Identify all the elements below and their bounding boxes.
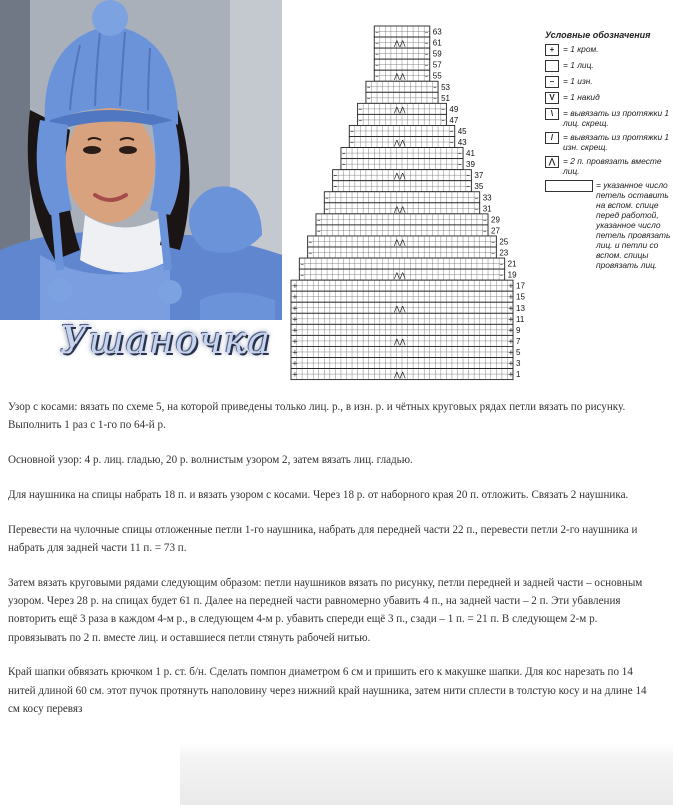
chart-edge-mark: – bbox=[466, 182, 470, 191]
crossed-purl-icon: / bbox=[545, 132, 559, 144]
chart-edge-mark: – bbox=[341, 149, 346, 158]
legend-item bbox=[545, 60, 673, 72]
chart-row-label: 7 bbox=[516, 336, 521, 346]
chart-edge-mark: – bbox=[375, 61, 379, 70]
chart-edge-mark: – bbox=[350, 127, 354, 136]
chart-edge-mark: + bbox=[508, 293, 514, 302]
chart-edge-mark: – bbox=[308, 249, 313, 258]
chart-edge-mark: – bbox=[333, 182, 338, 191]
legend-heading: Условные обозначения bbox=[545, 30, 651, 40]
chart-row-label: 57 bbox=[432, 60, 442, 70]
chart-edge-mark: – bbox=[358, 105, 363, 114]
purl-stitch-icon: – bbox=[545, 76, 559, 88]
chart-edge-mark: – bbox=[491, 237, 495, 246]
chart-edge-mark: – bbox=[375, 39, 379, 48]
legend-item bbox=[545, 92, 673, 104]
legend-item-text: = вывязать из протяжки 1 изн. скрещ. bbox=[563, 132, 670, 152]
k2tog-icon: ⋀ bbox=[545, 156, 559, 168]
instructions bbox=[8, 398, 658, 718]
chart-edge-mark: – bbox=[474, 193, 479, 202]
chart-row-label: 5 bbox=[516, 347, 521, 357]
legend-item bbox=[545, 180, 673, 270]
bottom-overlay bbox=[180, 742, 673, 805]
chart-edge-mark: – bbox=[499, 260, 504, 269]
chart-row-label: 49 bbox=[449, 104, 459, 114]
chart-decrease-mark: ⋀⋀ bbox=[394, 337, 406, 346]
legend-item-text: = 1 изн. bbox=[563, 76, 593, 86]
chart-edge-mark: – bbox=[366, 83, 371, 92]
paragraph: Для наушника на спицы набрать 18 п. и вязать узором с косами. Через 18 р. от наборного края 20 п. отложить. Связать 2 наушника. bbox=[8, 488, 629, 501]
chart-edge-mark: – bbox=[449, 138, 454, 147]
paragraph: Перевести на чулочные спицы отложенные петли 1-го наушника, набрать для передней части 22 п., перевести петли 2-го наушника и набрать для задней части 11 п. = 73 п. bbox=[8, 523, 638, 554]
chart-edge-mark: – bbox=[325, 193, 329, 202]
page-title: Ушаночка bbox=[60, 318, 272, 362]
cable-icon bbox=[545, 180, 593, 192]
legend-item-text: = 1 лиц. bbox=[563, 60, 594, 70]
chart-edge-mark: + bbox=[508, 282, 514, 291]
chart-edge-mark: – bbox=[433, 94, 437, 103]
legend bbox=[545, 30, 673, 274]
chart-edge-mark: – bbox=[491, 249, 495, 258]
chart-edge-mark: – bbox=[350, 138, 354, 147]
chart-row-label: 15 bbox=[516, 292, 525, 302]
chart-decrease-mark: ⋀⋀ bbox=[394, 304, 406, 313]
chart-edge-mark: – bbox=[424, 39, 429, 48]
chart-edge-mark: – bbox=[433, 83, 437, 92]
legend-item-text: = 1 кром. bbox=[563, 44, 599, 54]
chart-edge-mark: + bbox=[292, 337, 298, 346]
chart-edge-mark: – bbox=[341, 160, 346, 169]
chart-edge-mark: + bbox=[508, 370, 514, 379]
chart-decrease-mark: ⋀⋀ bbox=[394, 371, 406, 380]
chart-decrease-mark: ⋀⋀ bbox=[394, 238, 406, 247]
chart-decrease-mark: ⋀⋀ bbox=[394, 271, 406, 280]
chart-edge-mark: + bbox=[292, 326, 298, 335]
chart-edge-mark: – bbox=[316, 226, 321, 235]
chart-row-label: 45 bbox=[457, 126, 467, 136]
chart-decrease-mark: ⋀⋀ bbox=[394, 205, 406, 214]
chart-row-label: 51 bbox=[441, 93, 450, 103]
chart-edge-mark: + bbox=[508, 304, 514, 313]
chart-edge-mark: – bbox=[375, 50, 379, 59]
chart-row-label: 47 bbox=[449, 115, 459, 125]
chart-row-label: 35 bbox=[474, 182, 484, 192]
chart-row-label: 53 bbox=[441, 82, 450, 92]
chart-edge-mark: + bbox=[508, 326, 514, 335]
chart-row-label: 3 bbox=[516, 359, 521, 369]
chart-row-label: 61 bbox=[432, 38, 442, 48]
legend-item bbox=[545, 76, 673, 88]
chart-decrease-mark: ⋀⋀ bbox=[394, 39, 406, 48]
chart-edge-mark: – bbox=[458, 149, 462, 158]
paragraph: Затем вязать круговыми рядами следующим образом: петли наушников вязать по рисунку, петли передней и задней части – основным узором. Через 28 р. на спицах будет 61 п. Далее на передней части равномерно убавить 4 п., на задней части – 2 п. Эти убавления повторить ещё 3 раза в каждом 4-м р., в следующем 4-м р. убавить спереди ещё 3 п., сзади – 1 п. = 21 п. В следующем 2-м р. провязывать по 2 п. вместе лиц. и оставшиеся петли стянуть рабочей нитью. bbox=[8, 576, 643, 644]
chart-edge-mark: – bbox=[366, 94, 371, 103]
chart-edge-mark: + bbox=[292, 304, 298, 313]
chart-edge-mark: – bbox=[441, 116, 445, 125]
chart-edge-mark: + bbox=[508, 337, 514, 346]
chart-edge-mark: – bbox=[424, 28, 429, 37]
knit-stitch-icon bbox=[545, 60, 559, 72]
chart-row-label: 63 bbox=[432, 27, 442, 37]
chart-edge-mark: – bbox=[316, 215, 321, 224]
edge-stitch-icon: + bbox=[545, 44, 559, 56]
chart-row-label: 43 bbox=[457, 138, 467, 148]
chart-decrease-mark: ⋀⋀ bbox=[394, 72, 406, 81]
paragraph: Край шапки обвязать крючком 1 р. ст. б/н. Сделать помпон диаметром 6 см и пришить его к макушке шапки. Для кос нарезать по 14 нитей длиной 60 см. этот пучок протянуть наполовину через нижний край наушника, затем нити сплести в толстую косу и на длине 14 см косу перевяз bbox=[8, 666, 647, 716]
chart-edge-mark: – bbox=[441, 105, 445, 114]
chart-edge-mark: – bbox=[483, 226, 487, 235]
chart-edge-mark: + bbox=[292, 348, 298, 357]
hat-photo bbox=[0, 0, 282, 320]
chart-edge-mark: – bbox=[466, 171, 470, 180]
chart-edge-mark: – bbox=[375, 28, 379, 37]
chart-decrease-mark: ⋀⋀ bbox=[394, 172, 406, 181]
chart-decrease-mark: ⋀⋀ bbox=[394, 139, 406, 148]
yarn-over-icon: V bbox=[545, 92, 559, 104]
legend-item-text: = 2 п. провязать вместе лиц. bbox=[563, 156, 662, 176]
chart-edge-mark: + bbox=[508, 348, 514, 357]
crossed-knit-icon: \ bbox=[545, 108, 559, 120]
chart-row-label: 25 bbox=[499, 237, 509, 247]
chart-row-label: 37 bbox=[474, 171, 484, 181]
chart-row-label: 17 bbox=[516, 281, 525, 291]
chart-row-label: 27 bbox=[491, 226, 500, 236]
chart-edge-mark: – bbox=[424, 61, 429, 70]
chart-edge-mark: – bbox=[499, 271, 504, 280]
chart-row-label: 59 bbox=[432, 49, 442, 59]
chart-row-label: 33 bbox=[482, 193, 492, 203]
chart-edge-mark: – bbox=[308, 237, 313, 246]
chart-row-label: 55 bbox=[432, 71, 442, 81]
legend-item-text: = указанное число петель оставить на вспом. спице перед работой, указанное число петель провязать лиц. и петли со вспом. спицы провязать лиц. bbox=[596, 180, 671, 270]
chart-decrease-mark: ⋀⋀ bbox=[394, 105, 406, 114]
chart-edge-mark: – bbox=[449, 127, 454, 136]
chart-edge-mark: + bbox=[292, 315, 298, 324]
chart-edge-mark: – bbox=[424, 72, 429, 81]
chart-row-label: 29 bbox=[491, 215, 500, 225]
chart-edge-mark: – bbox=[474, 204, 479, 213]
chart-edge-mark: – bbox=[458, 160, 462, 169]
hat-photo-illustration bbox=[0, 0, 282, 320]
legend-item bbox=[545, 132, 673, 152]
legend-item-text: = 1 накид bbox=[563, 92, 600, 102]
chart-row-label: 41 bbox=[466, 149, 475, 159]
chart-edge-mark: + bbox=[292, 282, 298, 291]
chart-row-label: 21 bbox=[507, 259, 517, 269]
legend-item bbox=[545, 108, 673, 128]
chart-edge-mark: – bbox=[333, 171, 338, 180]
paragraph: Узор с косами: вязать по схеме 5, на которой приведены только лиц. р., в изн. р. и чётных круговых рядах петли вязать по рисунку. Выполнить 1 раз с 1-го по 64-й р. bbox=[8, 401, 626, 432]
chart-edge-mark: + bbox=[508, 359, 514, 368]
chart-edge-mark: – bbox=[483, 215, 487, 224]
knitting-chart bbox=[286, 20, 548, 386]
chart-edge-mark: – bbox=[375, 72, 379, 81]
chart-row-label: 31 bbox=[482, 204, 492, 214]
chart-edge-mark: + bbox=[292, 293, 298, 302]
chart-row-label: 23 bbox=[499, 248, 509, 258]
chart-edge-mark: + bbox=[292, 359, 298, 368]
chart-edge-mark: – bbox=[300, 271, 304, 280]
chart-row-label: 9 bbox=[516, 325, 521, 335]
chart-row-label: 13 bbox=[516, 303, 525, 313]
legend-item bbox=[545, 156, 673, 176]
chart-edge-mark: – bbox=[300, 260, 304, 269]
chart-edge-mark: + bbox=[508, 315, 514, 324]
chart-row-label: 1 bbox=[516, 370, 521, 380]
chart-edge-mark: – bbox=[424, 50, 429, 59]
chart-row-label: 11 bbox=[516, 314, 525, 324]
chart-row-label: 19 bbox=[507, 270, 517, 280]
chart-edge-mark: – bbox=[358, 116, 363, 125]
chart-edge-mark: + bbox=[292, 370, 298, 379]
legend-item bbox=[545, 44, 673, 56]
legend-item-text: = вывязать из протяжки 1 лиц. скрещ. bbox=[563, 108, 670, 128]
chart-row-label: 39 bbox=[466, 160, 475, 170]
chart-edge-mark: – bbox=[325, 204, 329, 213]
paragraph: Основной узор: 4 р. лиц. гладью, 20 р. волнистым узором 2, затем вязать лиц. гладью. bbox=[8, 454, 413, 467]
